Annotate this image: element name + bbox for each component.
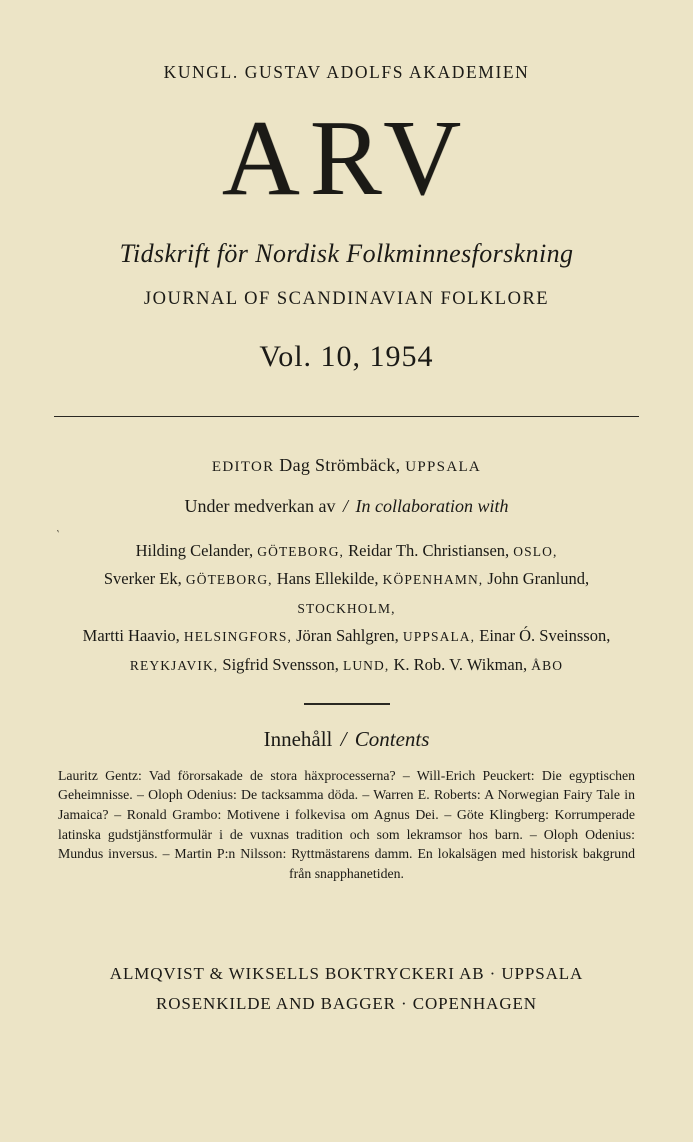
board-member-city: UPPSALA, xyxy=(402,629,476,645)
editor-line xyxy=(54,455,639,476)
board-member-name: Reidar Th. Christiansen, xyxy=(348,541,510,560)
board-member-name: John Granlund, xyxy=(487,569,590,589)
board-member-city: LUND, xyxy=(342,657,390,673)
publisher-line-2: ROSENKILDE AND BAGGER · COPENHAGEN xyxy=(156,994,537,1013)
editorial-board xyxy=(54,537,639,679)
divider-rule xyxy=(54,416,639,417)
board-line xyxy=(54,622,639,650)
board-member-name: Sverker Ek, xyxy=(103,569,182,589)
contents-text: Lauritz Gentz: Vad förorsakade de stora häxprocesserna? – Will-Erich Peuckert: Die egyptischen Geheimnisse. – Oloph Odenius: De tacksamma döda. – Warren E. Roberts: A Norwegian Fairy Tale in Jamaica? – Ronald Grambo: Motivene i folkevisa om Agnus Dei. – Göte Klingberg: Korrumperade latinska gudstjänstformulär i de vuxnas tradition och som lekramsor hos barn. – Oloph Odenius: Mundus inversus. – Martin P:n Nilsson: Ryttmästarens damm. En lokalsägen med historisk bakgrund från snapphanetiden. xyxy=(58,767,635,881)
board-member-city: ÅBO xyxy=(531,657,564,673)
board-member-name: Hans Ellekilde, xyxy=(276,569,379,589)
board-line xyxy=(54,651,639,679)
publisher-line-1: ALMQVIST & WIKSELLS BOKTRYCKERI AB · UPPSALA xyxy=(109,964,584,983)
margin-mark: ' xyxy=(56,528,62,540)
board-member-name: Jöran Sahlgren, xyxy=(296,626,399,646)
subtitle-swedish: Tidskrift för Nordisk Folkminnesforskning xyxy=(119,239,574,268)
board-member-city: HELSINGFORS, xyxy=(183,629,293,645)
board-member-city: KÖPENHAMN, xyxy=(382,572,484,588)
journal-title-wrap xyxy=(54,99,639,218)
board-member-name: Einar Ó. Sveinsson, xyxy=(479,626,611,646)
subtitle-english: JOURNAL OF SCANDINAVIAN FOLKLORE xyxy=(143,289,550,309)
contents-heading xyxy=(54,727,639,752)
short-divider-rule xyxy=(304,703,390,705)
board-member-name: Hilding Celander, xyxy=(135,541,254,560)
board-member-city: REYKJAVIK, xyxy=(129,657,219,673)
collaboration-english: In collaboration with xyxy=(355,496,509,516)
board-member-city: STOCKHOLM, xyxy=(297,600,396,616)
collaboration-separator: / xyxy=(342,496,348,516)
volume-line: Vol. 10, 1954 xyxy=(259,340,434,373)
board-member-name: K. Rob. V. Wikman, xyxy=(393,654,528,674)
contents-heading-swedish: Innehåll xyxy=(263,726,333,751)
collaboration-swedish: Under medverkan av xyxy=(184,496,336,516)
board-line xyxy=(54,537,639,565)
contents-heading-separator: / xyxy=(340,726,347,751)
board-member-name: Sigfrid Svensson, xyxy=(222,654,339,674)
journal-title: ARV xyxy=(221,99,472,218)
board-member-city: OSLO, xyxy=(513,544,558,559)
board-line xyxy=(54,565,639,622)
contents-heading-english: Contents xyxy=(354,726,430,751)
editor-name: Dag Strömbäck, xyxy=(279,455,401,475)
cover-page xyxy=(0,62,693,1142)
board-member-city: GÖTEBORG, xyxy=(257,544,345,559)
board-member-city: GÖTEBORG, xyxy=(185,572,273,588)
publisher-block xyxy=(54,964,639,1014)
academy-name: KUNGL. GUSTAV ADOLFS AKADEMIEN xyxy=(163,62,530,82)
collaboration-line xyxy=(54,496,639,517)
editor-city: UPPSALA xyxy=(405,459,482,475)
editor-label: EDITOR xyxy=(211,459,275,475)
board-member-name: Martti Haavio, xyxy=(82,626,180,646)
